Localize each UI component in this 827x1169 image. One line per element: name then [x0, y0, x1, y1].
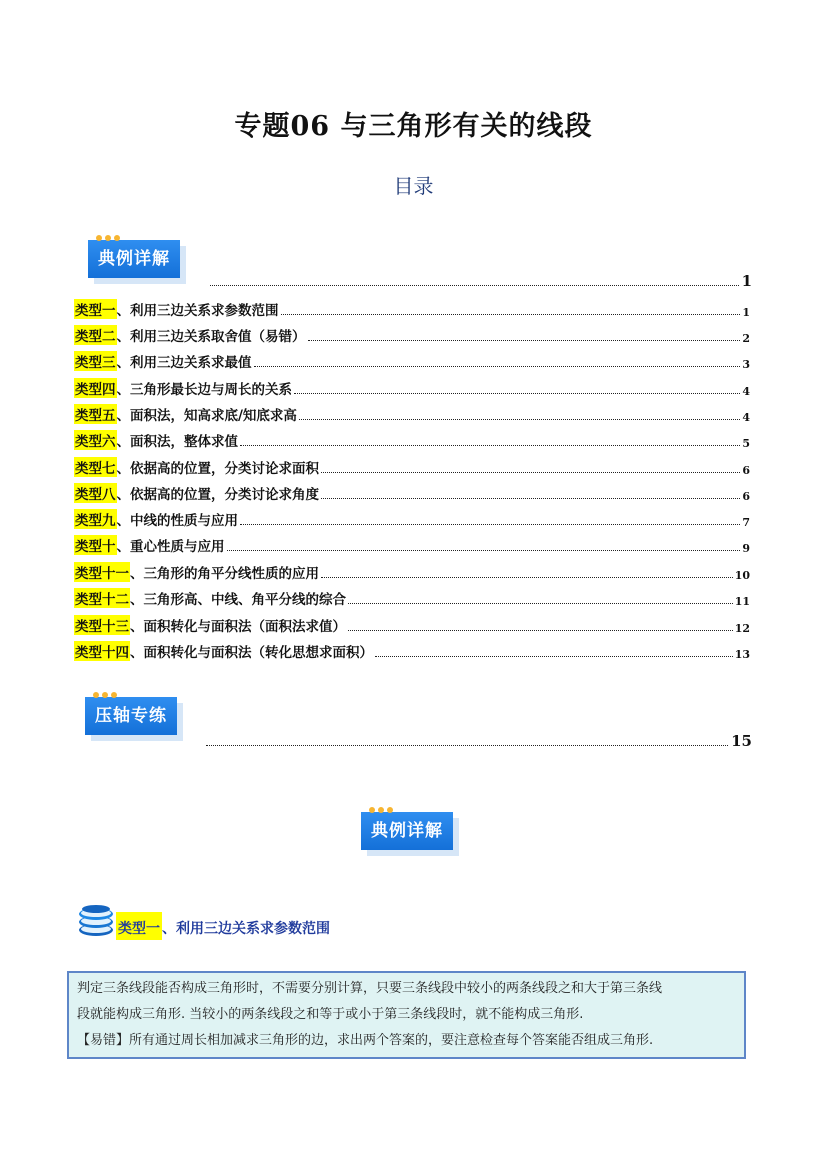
toc-leader [210, 285, 739, 286]
toc-row[interactable] [74, 617, 750, 635]
toc-type-label: 类型七 [74, 457, 117, 477]
toc-leader [281, 314, 741, 315]
toc-leader [321, 577, 733, 578]
toc-row[interactable] [74, 485, 750, 503]
toc-title: 面积转化与面积法（面积法求值） [143, 619, 346, 635]
toc-page-number: 12 [734, 622, 750, 635]
toc-type-label: 类型九 [74, 509, 117, 529]
toc-leader [299, 419, 740, 420]
toc-type-label: 类型二 [74, 325, 117, 345]
toc-type-label: 类型三 [74, 351, 117, 371]
toc-separator: 、 [116, 487, 130, 503]
examples-section-badge [361, 812, 453, 850]
toc-row[interactable] [74, 327, 750, 345]
toc-type-label: 类型十四 [74, 641, 130, 661]
toc-page-number: 10 [734, 569, 750, 582]
toc-type-label: 类型一 [74, 299, 117, 319]
examples-badge-label: 典例详解 [98, 249, 170, 269]
toc-title: 依据高的位置，分类讨论求角度 [130, 487, 319, 503]
toc-title: 三角形高、中线、角平分线的综合 [143, 592, 346, 608]
toc-page-number: 1 [741, 272, 752, 290]
toc-leader [240, 445, 740, 446]
section-type-label: 类型一 [116, 912, 162, 940]
section-title: 、利用三边关系求参数范围 [162, 921, 330, 937]
toc-page-number: 3 [742, 358, 750, 371]
toc-leader [321, 498, 740, 499]
toc-examples-entry[interactable] [210, 272, 752, 290]
toc-separator: 、 [130, 645, 144, 661]
toc-separator: 、 [130, 566, 144, 582]
toc-title: 面积转化与面积法（转化思想求面积） [143, 645, 373, 661]
section-heading [76, 898, 330, 940]
toc-page-number: 15 [731, 732, 752, 750]
books-icon [76, 900, 116, 940]
toc-title: 中线的性质与应用 [130, 513, 238, 529]
toc-leader [375, 656, 733, 657]
page-title: 专题06 与三角形有关的线段 [234, 111, 593, 142]
toc-row[interactable] [74, 537, 750, 555]
toc-separator: 、 [116, 329, 130, 345]
toc-page-number: 6 [742, 464, 750, 477]
examples-badge[interactable] [88, 240, 180, 278]
toc-title: 利用三边关系取舍值（易错） [130, 329, 306, 345]
toc-page-number: 11 [734, 595, 750, 608]
toc-title: 面积法，知高求底/知底求高 [130, 408, 297, 424]
toc-separator: 、 [130, 619, 144, 635]
toc-leader [321, 472, 740, 473]
toc-separator: 、 [116, 513, 130, 529]
toc-row[interactable] [74, 301, 750, 319]
toc-leader [227, 550, 741, 551]
toc-page-number: 5 [742, 437, 750, 450]
toc-type-label: 类型十一 [74, 562, 130, 582]
tip-box [67, 971, 746, 1059]
toc-title: 面积法，整体求值 [130, 434, 238, 450]
toc-leader [348, 630, 733, 631]
toc-page-number: 7 [742, 516, 750, 529]
toc-type-label: 类型六 [74, 430, 117, 450]
toc-row[interactable] [74, 432, 750, 450]
badge-dots-icon [93, 692, 117, 700]
toc-row[interactable] [74, 380, 750, 398]
toc-page-number: 13 [734, 648, 750, 661]
toc-page-number: 1 [742, 306, 750, 319]
toc-row[interactable] [74, 643, 750, 661]
toc-separator: 、 [116, 461, 130, 477]
toc-title: 利用三边关系求最值 [130, 355, 252, 371]
toc-title: 重心性质与应用 [130, 539, 225, 555]
tip-line: 判定三条线段能否构成三角形时，不需要分别计算，只要三条线段中较小的两条线段之和大于第三条线 [77, 981, 663, 996]
toc-leader [294, 393, 740, 394]
toc-row[interactable] [74, 459, 750, 477]
toc-separator: 、 [116, 408, 130, 424]
toc-row[interactable] [74, 406, 750, 424]
toc-heading: 目录 [393, 174, 434, 198]
practice-badge-label: 压轴专练 [95, 706, 167, 726]
toc-separator: 、 [116, 434, 130, 450]
badge-dots-icon [96, 235, 120, 243]
toc-title: 三角形最长边与周长的关系 [130, 382, 292, 398]
toc-type-label: 类型五 [74, 404, 117, 424]
toc-page-number: 6 [742, 490, 750, 503]
toc-practice-entry[interactable] [206, 732, 752, 750]
toc-type-label: 类型十 [74, 535, 117, 555]
toc-row[interactable] [74, 590, 750, 608]
toc-separator: 、 [116, 303, 130, 319]
toc-leader [254, 366, 741, 367]
toc-separator: 、 [116, 355, 130, 371]
toc-separator: 、 [116, 382, 130, 398]
toc-page-number: 4 [742, 385, 750, 398]
toc-title: 利用三边关系求参数范围 [130, 303, 279, 319]
examples-section-badge-label: 典例详解 [371, 821, 443, 841]
toc-page-number: 4 [742, 411, 750, 424]
toc-row[interactable] [74, 353, 750, 371]
toc-type-label: 类型十二 [74, 588, 130, 608]
toc-page-number: 9 [742, 542, 750, 555]
toc-title: 依据高的位置，分类讨论求面积 [130, 461, 319, 477]
toc-page-number: 2 [742, 332, 750, 345]
toc-row[interactable] [74, 511, 750, 529]
toc-type-label: 类型十三 [74, 615, 130, 635]
practice-badge[interactable] [85, 697, 177, 735]
badge-dots-icon [369, 807, 393, 815]
toc-leader [308, 340, 741, 341]
toc-leader [348, 603, 733, 604]
tip-line: 段就能构成三角形. 当较小的两条线段之和等于或小于第三条线段时，就不能构成三角形. [77, 1007, 584, 1022]
tip-line: 【易错】所有通过周长相加减求三角形的边，求出两个答案的，要注意检查每个答案能否组成三角形. [77, 1033, 654, 1048]
toc-title: 三角形的角平分线性质的应用 [143, 566, 319, 582]
toc-type-label: 类型四 [74, 378, 117, 398]
toc-leader [206, 745, 728, 746]
toc-separator: 、 [116, 539, 130, 555]
toc-separator: 、 [130, 592, 144, 608]
toc-row[interactable] [74, 564, 750, 582]
toc-type-label: 类型八 [74, 483, 117, 503]
toc-leader [240, 524, 740, 525]
